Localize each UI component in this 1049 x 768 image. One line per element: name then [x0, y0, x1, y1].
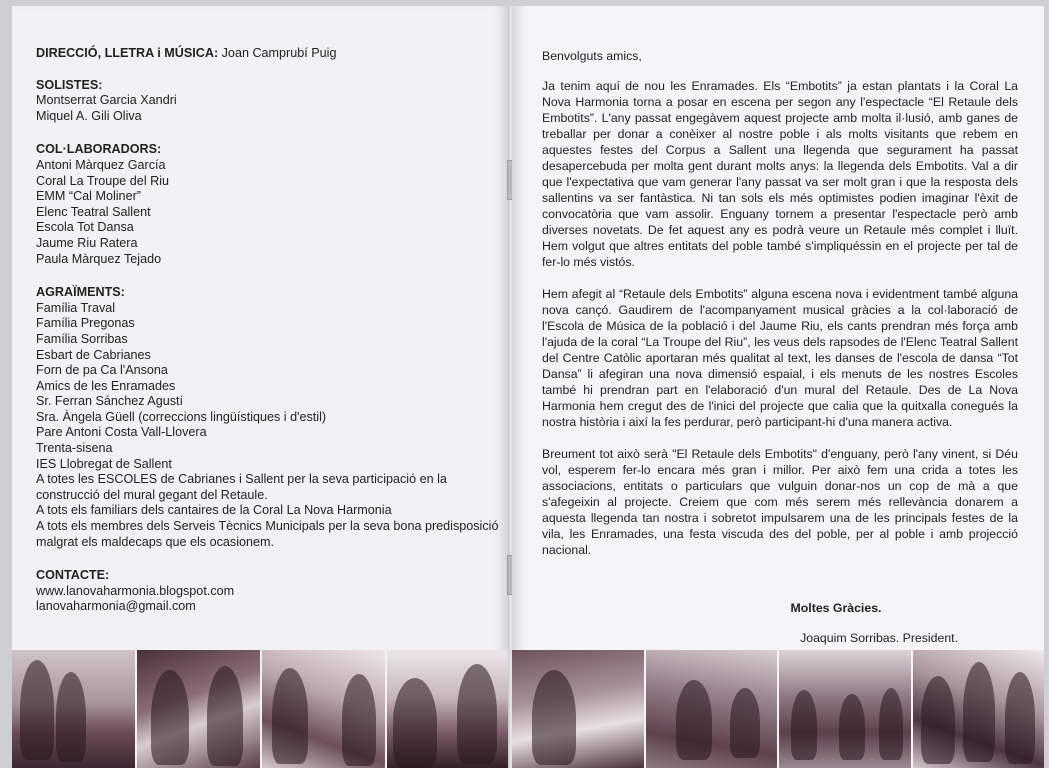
letter-signature: Joaquim Sorribas. President. — [800, 631, 958, 645]
direction-label: DIRECCIÓ, LLETRA i MÚSICA: — [36, 46, 219, 60]
solistes-section — [36, 78, 506, 125]
colaboradors-heading: COL·LABORADORS: — [36, 142, 162, 157]
list-item: Escola Tot Dansa — [36, 220, 134, 235]
direction-line — [36, 46, 506, 62]
list-item: EMM “Cal Moliner” — [36, 189, 141, 204]
photo-rural-workers — [646, 650, 778, 768]
letter-paragraph: Ja tenim aquí de nou les Enramades. Els “Embotits” ja estan plantats i la Coral La Nova Harmonia torna a posar en escena per segon any l'espectacle “El Retaule dels Embotits”. L'any passat engegàvem aquest projecte amb molta il·lusió, amb ganes de treballar per donar a conèixer al nostre poble i als molts visitants que rebem en aquestes festes del Corpus a Sallent una llegenda que segurament ha passat desapercebuda per molta gent durant molts anys: la llegenda dels Embotits. Val a dir que l'expectativa que vam generar l'any passat va ser molt gran i que la resposta dels sallentins va ser fantàstica. Ni tan sols els més optimistes podien imaginar l'èxit de convocatòria que vam assolir. Enguany tornem a presentar l'espectacle però amb diverses novetats. De fet aquest any es podrà veure un Retaule més complet i lluït. Hem volgut que altres entitats del poble també s'impliquéssin en el projecte per tal de fer-lo més vistós. — [542, 79, 1018, 269]
list-item: Trenta-sisena — [36, 441, 113, 456]
list-item: Amics de les Enramades — [36, 378, 176, 393]
list-item: Forn de pa Ca l'Ansona — [36, 363, 168, 378]
list-item: Paula Màrquez Tejado — [36, 251, 162, 266]
photo-portraits — [387, 650, 510, 768]
list-item: Jaume Riu Ratera — [36, 235, 138, 250]
photo-musicians — [262, 650, 385, 768]
list-item: Família Sorribas — [36, 331, 128, 346]
list-item: Sra. Àngela Güell (correccions lingüístiques i d'estil) — [36, 409, 327, 424]
credits-column — [36, 46, 506, 633]
photo-village-scene — [779, 650, 911, 768]
letter-paragraph: Breument tot això serà "El Retaule dels Embotits" d'enguany, però l'any vinent, si Déu vol, esperem fer-lo encara més gran i millor. Per això fem una crida a totes les associacions, entitats o particulars que vulguin donar-nos un cop de mà a que s'afegeixin al projecte. Creiem que com més serem més rellevància donarem a aquesta llegenda tan nostra i sobretot impulsarem una de les principals festes de la vila, les Enramades, una festa viscuda des del poble, per al poble i amb projecció nacional. — [542, 447, 1018, 557]
solistes-heading: SOLISTES: — [36, 77, 103, 92]
letter-column — [542, 48, 1018, 645]
list-item: A tots els membres dels Serveis Tècnics Municipals per la seva bona predisposició malgrat els maldecaps que els ocasionem. — [36, 519, 499, 549]
list-item: Coral La Troupe del Riu — [36, 173, 170, 188]
email-link[interactable]: lanovaharmonia@gmail.com — [36, 599, 196, 614]
photo-strip-right — [512, 650, 1044, 768]
list-item: Pare Antoni Costa Vall-Llovera — [36, 425, 207, 440]
list-item: Esbart de Cabrianes — [36, 347, 151, 362]
letter-thanks: Moltes Gràcies. — [790, 601, 882, 615]
list-item: Família Traval — [36, 300, 116, 315]
direction-value: Joan Camprubí Puig — [218, 46, 337, 60]
agraiments-section — [36, 285, 506, 550]
list-item: Antoni Màrquez García — [36, 157, 166, 172]
list-item: A tots els familiars dels cantaires de la Coral La Nova Harmonia — [36, 503, 392, 518]
list-item: Miquel A. Gili Oliva — [36, 108, 142, 123]
contacte-section — [36, 568, 506, 615]
photo-woman-headscarf — [512, 650, 644, 768]
list-item: A totes les ESCOLES de Cabrianes i Sallent per la seva participació en la construcció del mural gegant del Retaule. — [36, 472, 447, 502]
photo-group-crowd — [913, 650, 1045, 768]
letter-greeting: Benvolguts amics, — [542, 49, 642, 63]
photo-strip-left — [12, 650, 510, 768]
list-item: Família Pregonas — [36, 316, 135, 331]
colaboradors-section — [36, 142, 506, 267]
letter-paragraph: Hem afegit al “Retaule dels Embotits” alguna escena nova i evidentment també alguna nova cançó. Gaudirem de l'acompanyament musical gràcies a la col·laboració de l'Escola de Música de la població i del Jaume Riu, els cants prendran més força amb l'ajuda de la coral “La Troupe del Riu”, les veus dels rapsodes de l'Elenc Teatral Sallent del Centre Catòlic aportaran més qualitat al text, les danses de l'escola de dansa “Tot Dansa” li afegiran una nova dimensió espaial, i els menuts de les nostres Escoles també hi prendran part en l'elaboració d'un mural del Retaule. Des de La Nova Harmonia hem cregut des de l'inici del projecte que calia que la quitxalla conegués la nostra història i així la fes perdurar, però participant-hi d'una manera activa. — [542, 287, 1018, 429]
list-item: Elenc Teatral Sallent — [36, 204, 151, 219]
list-item: Sr. Ferran Sánchez Agustí — [36, 394, 184, 409]
contacte-heading: CONTACTE: — [36, 568, 110, 583]
photo-seated-couple — [137, 650, 260, 768]
list-item: IES Llobregat de Sallent — [36, 456, 172, 471]
left-page — [12, 6, 510, 768]
list-item: Montserrat Garcia Xandri — [36, 93, 177, 108]
right-page — [512, 6, 1044, 768]
website-link[interactable]: www.lanovaharmonia.blogspot.com — [36, 583, 235, 598]
agraiments-heading: AGRAÏMENTS: — [36, 285, 125, 300]
photo-two-faces — [12, 650, 135, 768]
